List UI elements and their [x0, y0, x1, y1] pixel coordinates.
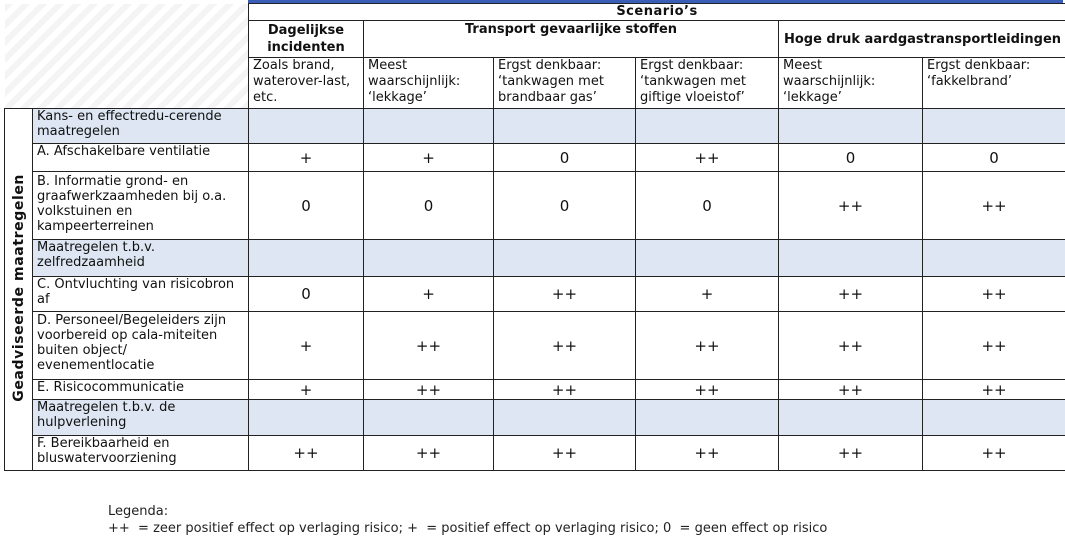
- subcolumn-header: Meest waarschijnlijk: ‘lekkage’: [779, 58, 923, 109]
- cell-value: +: [249, 312, 364, 380]
- cell-value: ++: [923, 172, 1065, 240]
- table-row: [5, 312, 1065, 380]
- cell-value: ++: [364, 436, 494, 471]
- cell-value: ++: [923, 277, 1065, 312]
- cell-value: ++: [636, 144, 779, 172]
- cell-value: 0: [364, 172, 494, 240]
- side-label: Geadviseerde maatregelen: [5, 109, 33, 471]
- cell-value: +: [249, 380, 364, 400]
- section-label: Maatregelen t.b.v. de hulpverlening: [33, 400, 249, 436]
- cell-value: +: [364, 144, 494, 172]
- cell-value: ++: [494, 436, 636, 471]
- cell-value: 0: [779, 144, 923, 172]
- cell-value: 0: [249, 172, 364, 240]
- row-label: C. Ontvluchting van risicobron af: [33, 277, 249, 312]
- table-row: [5, 172, 1065, 240]
- table-row: [5, 380, 1065, 400]
- cell-value: 0: [249, 277, 364, 312]
- measures-matrix: [4, 3, 1065, 471]
- cell-value: ++: [779, 380, 923, 400]
- section-label: Kans- en effectredu-cerende maatregelen: [33, 109, 249, 144]
- cell-value: ++: [249, 436, 364, 471]
- cell-value: ++: [779, 277, 923, 312]
- cell-value: ++: [364, 312, 494, 380]
- legend-text: ++ = zeer positief effect op verlaging risico; + = positief effect op verlaging risico; 0 = geen effect op risico: [108, 521, 828, 536]
- subcolumn-header: Ergst denkbaar: ‘fakkelbrand’: [923, 58, 1065, 109]
- cell-value: ++: [779, 436, 923, 471]
- table-row: [5, 436, 1065, 471]
- cell-value: ++: [364, 380, 494, 400]
- legend-title: Legenda:: [108, 504, 169, 519]
- cell-value: +: [364, 277, 494, 312]
- cell-value: ++: [636, 380, 779, 400]
- row-label: A. Afschakelbare ventilatie: [33, 144, 249, 172]
- cell-value: ++: [494, 277, 636, 312]
- cell-value: ++: [923, 436, 1065, 471]
- subcolumn-header: Ergst denkbaar: ‘tankwagen met giftige vloeistof’: [636, 58, 779, 109]
- group-header-daily: Dagelijkse incidenten: [249, 21, 364, 58]
- cell-value: ++: [494, 380, 636, 400]
- cell-value: ++: [779, 172, 923, 240]
- cell-value: 0: [494, 172, 636, 240]
- row-label: E. Risicocommunicatie: [33, 380, 249, 400]
- cell-value: +: [249, 144, 364, 172]
- section-band: [5, 109, 1065, 144]
- cell-value: 0: [636, 172, 779, 240]
- cell-value: ++: [779, 312, 923, 380]
- subcolumn-header: Ergst denkbaar: ‘tankwagen met brandbaar gas’: [494, 58, 636, 109]
- section-band: [5, 400, 1065, 436]
- table-corner: [5, 4, 249, 109]
- subcolumn-header: Meest waarschijnlijk: ‘lekkage’: [364, 58, 494, 109]
- cell-value: 0: [494, 144, 636, 172]
- group-header-gas-pipelines: Hoge druk aardgastransportleidingen: [779, 21, 1065, 58]
- row-label: F. Bereikbaarheid en bluswatervoorziening: [33, 436, 249, 471]
- cell-value: 0: [923, 144, 1065, 172]
- row-label: B. Informatie grond- en graafwerkzaamheden bij o.a. volkstuinen en kampeerterreinen: [33, 172, 249, 240]
- cell-value: ++: [923, 380, 1065, 400]
- subcolumn-header: Zoals brand, waterover-last, etc.: [249, 58, 364, 109]
- table-row: [5, 277, 1065, 312]
- header-row-scenarios: [5, 4, 1065, 21]
- cell-value: ++: [636, 312, 779, 380]
- cell-value: +: [636, 277, 779, 312]
- cell-value: ++: [636, 436, 779, 471]
- section-label: Maatregelen t.b.v. zelfredzaamheid: [33, 240, 249, 277]
- group-header-transport: Transport gevaarlijke stoffen: [364, 21, 779, 58]
- section-band: [5, 240, 1065, 277]
- legend: [108, 503, 827, 537]
- table-row: [5, 144, 1065, 172]
- cell-value: ++: [494, 312, 636, 380]
- row-label: D. Personeel/Begeleiders zijn voorbereid op cala-miteiten buiten object/ evenementlocatie: [33, 312, 249, 380]
- cell-value: ++: [923, 312, 1065, 380]
- scenarios-header: Scenario’s: [249, 4, 1065, 21]
